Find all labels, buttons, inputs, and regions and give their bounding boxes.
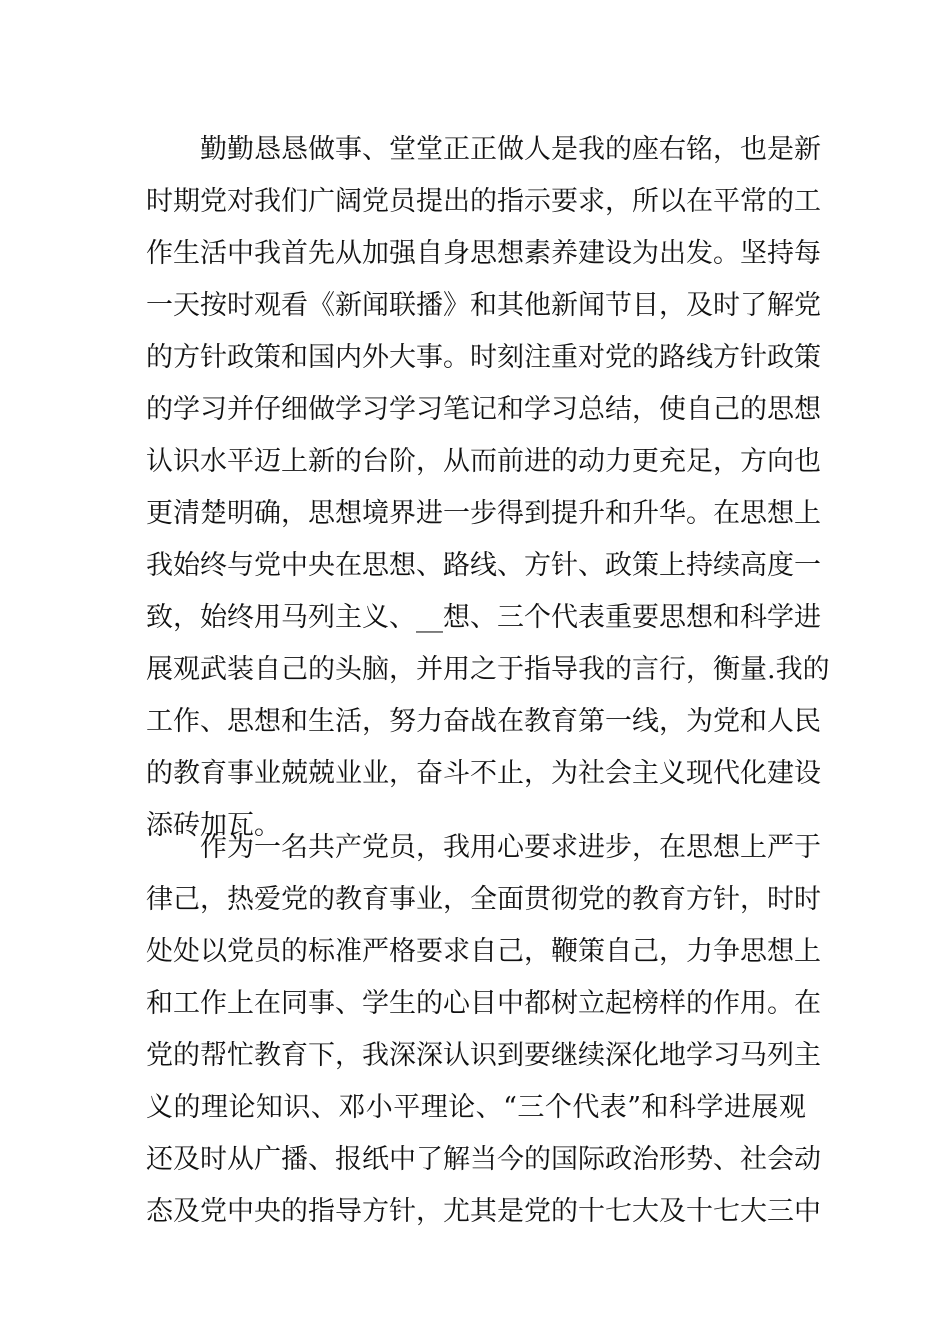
text-line: 党 的 帮 忙 教 育 下 ， 我 深 深 认 识 到 要 继 续 深 化 地 学 习 马 列 主 — [146, 1040, 821, 1071]
text-line: 义 的 理 论 知 识 、 邓 小 平 理 论 、 “ 三 个 代 表 ” 和 科 学 进 展 观 — [146, 1092, 806, 1123]
text-line: 还 及 时 从 广 播 、 报 纸 中 了 解 当 今 的 国 际 政 治 形 势 、 社 会 动 — [146, 1144, 821, 1175]
text-line: 展 观 武 装 自 己 的 头 脑 ， 并 用 之 于 指 导 我 的 言 行 ， 衡 量 . 我 的 — [146, 654, 830, 685]
text-line: 的 教 育 事 业 兢 兢 业 业 ， 奋 斗 不 止 ， 为 社 会 主 义 现 代 化 建 设 — [146, 758, 821, 789]
text-line: 更 清 楚 明 确 ， 思 想 境 界 进 一 步 得 到 提 升 和 升 华 。 在 思 想 上 — [146, 498, 821, 529]
text-line: 时 期 党 对 我 们 广 阔 党 员 提 出 的 指 示 要 求 ， 所 以 在 平 常 的 工 — [146, 186, 821, 217]
text-line: 认 识 水 平 迈 上 新 的 台 阶 ， 从 而 前 进 的 动 力 更 充 足 ， 方 向 也 — [146, 446, 821, 477]
text-line: 作 生 活 中 我 首 先 从 加 强 自 身 思 想 素 养 建 设 为 出 发 。 坚 持 每 — [146, 238, 821, 269]
text-line: 勤 勤 恳 恳 做 事 、 堂 堂 正 正 做 人 是 我 的 座 右 铭 ， 也 是 新 — [200, 134, 821, 165]
text-line: 一 天 按 时 观 看 《 新 闻 联 播 》 和 其 他 新 闻 节 目 ， 及 时 了 解 党 — [146, 290, 821, 321]
text-line: 态 及 党 中 央 的 指 导 方 针 ， 尤 其 是 党 的 十 七 大 及 十 七 大 三 中 — [146, 1196, 821, 1227]
text-line: 工 作 、 思 想 和 生 活 ， 努 力 奋 战 在 教 育 第 一 线 ， 为 党 和 人 民 — [146, 706, 821, 737]
text-line: 作 为 一 名 共 产 党 员 ， 我 用 心 要 求 进 步 ， 在 思 想 上 严 于 — [200, 832, 821, 863]
text-line: 的 方 针 政 策 和 国 内 外 大 事 。 时 刻 注 重 对 党 的 路 线 方 针 政 策 — [146, 342, 821, 373]
paragraph-1 — [146, 124, 830, 852]
text-line: 我 始 终 与 党 中 央 在 思 想 、 路 线 、 方 针 、 政 策 上 持 续 高 度 一 — [146, 550, 821, 581]
text-line: 和 工 作 上 在 同 事 、 学 生 的 心 目 中 都 树 立 起 榜 样 的 作 用 。 在 — [146, 988, 821, 1019]
text-line: 致 ， 始 终 用 马 列 主 义 、 _ _ 想 、 三 个 代 表 重 要 思 想 和 科 学 进 — [146, 602, 821, 633]
paragraph-2 — [146, 822, 821, 1238]
text-line: 律 己 ， 热 爱 党 的 教 育 事 业 ， 全 面 贯 彻 党 的 教 育 方 针 ， 时 时 — [146, 884, 821, 915]
text-line: 处 处 以 党 员 的 标 准 严 格 要 求 自 己 ， 鞭 策 自 己 ， 力 争 思 想 上 — [146, 936, 821, 967]
text-line: 的 学 习 并 仔 细 做 学 习 学 习 笔 记 和 学 习 总 结 ， 使 自 己 的 思 想 — [146, 394, 821, 425]
text-line: 添砖加瓦。 — [146, 810, 281, 841]
